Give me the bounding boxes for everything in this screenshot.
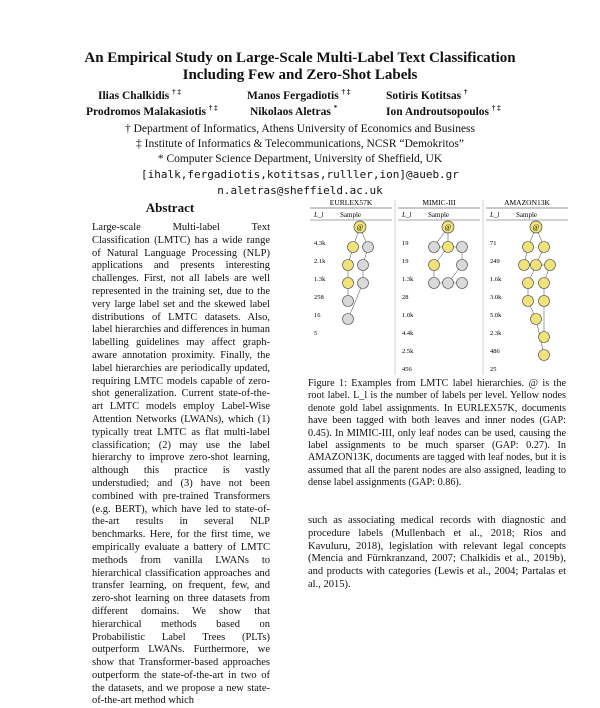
gold-label-node — [523, 242, 534, 253]
label-node — [457, 278, 468, 289]
level-count: 28 — [402, 294, 409, 301]
email-line: n.aletras@sheffield.ac.uk — [217, 184, 383, 197]
level-count: 1.6k — [490, 276, 502, 283]
gold-label-node — [539, 332, 550, 343]
author: Prodromos Malakasiotis † ‡ — [86, 104, 218, 118]
label-node — [429, 278, 440, 289]
column-header-levels: L_l — [402, 211, 412, 219]
level-count: 4.4k — [402, 330, 414, 337]
level-count: 4.3k — [314, 240, 326, 247]
author-list — [40, 88, 560, 120]
level-count: 16 — [314, 312, 321, 319]
level-count: 2.3k — [490, 330, 502, 337]
column-header-levels: L_l — [490, 211, 500, 219]
level-count: 19 — [402, 240, 409, 247]
label-node — [443, 278, 454, 289]
gold-label-node — [343, 278, 354, 289]
label-node — [363, 242, 374, 253]
title-line-2: Including Few and Zero-Shot Labels — [182, 67, 418, 83]
column-header-levels: L_l — [314, 211, 324, 219]
email-line: [ihalk,fergadiotis,kotitsas,rulller,ion]@aueb.gr — [141, 168, 459, 181]
level-count: 1.0k — [402, 312, 414, 319]
author: Ion Androutsopoulos † ‡ — [386, 104, 501, 118]
label-node — [358, 260, 369, 271]
level-count: 25 — [490, 366, 497, 373]
gold-label-node — [539, 242, 550, 253]
label-node — [343, 314, 354, 325]
root-symbol: @ — [532, 223, 540, 232]
level-count: 456 — [402, 366, 412, 373]
level-count: 71 — [490, 240, 497, 247]
level-count: 5 — [314, 330, 318, 337]
author: Manos Fergadiotis † ‡ — [247, 88, 351, 102]
level-count: 19 — [402, 258, 409, 265]
figure-1 — [308, 195, 573, 380]
level-count: 3.0k — [490, 294, 502, 301]
figure-caption: Figure 1: Examples from LMTC label hierarchies. @ is the root label. L_l is the number of labels per level. Yellow nodes denote gold label assignments. In EURLEX57K, documents have been tagged with both leaves and inner nodes (GAP: 0.45). In MIMIC-III, only leaf nodes can be used, causing the label assignments to be much sparser (GAP: 0.27). In AMAZON13K, documents are tagged with leaf nodes, but it is assumed that all the parent nodes are also assigned, leading to dense label assignments (GAP: 0.86). — [308, 378, 566, 489]
label-node — [429, 242, 440, 253]
author: Nikolaos Aletras * — [250, 104, 338, 118]
label-node — [358, 278, 369, 289]
level-count: 1.3k — [402, 276, 414, 283]
column-header-sample: Sample — [340, 211, 361, 219]
column-header-sample: Sample — [428, 211, 449, 219]
abstract-text: Large-scale Multi-label Text Classification (LMTC) has a wide range of Natural Language Processing (NLP) applications and presents interesting challenges. First, not all labels are well represented in the training set, due to the very large label set and the skewed label distributions of LMTC datasets. Also, label hierarchies and differences in human labelling guidelines may affect graph-aware annotation proximity. Finally, the label hierarchies are periodically updated, requiring LMTC models capable of zero-shot generalization. Current state-of-the-art LMTC models employ Label-Wise Attention Networks (LWANs), which (1) typically treat LMTC as flat multi-label classification; (2) may use the label hierarchy to improve zero-shot learning, although this practice is vastly understudied; and (3) have not been combined with pre-trained Transformers (e.g. BERT), which have led to state-of-the-art results in several NLP benchmarks. Here, for the first time, we empirically evaluate a battery of LMTC methods from vanilla LWANs to hierarchical classification approaches and transfer learning, on frequent, few, and zero-shot learning on three datasets from different domains. We show that hierarchical methods based on Probabilistic Label Trees (PLTs) outperform LWANs. Furthermore, we show that Transformer-based approaches outperform the state-of-the-art in two of the datasets, and we propose a new state-of-the-art method which — [92, 222, 270, 707]
label-node — [343, 296, 354, 307]
gold-label-node — [523, 278, 534, 289]
label-hierarchy-figure — [308, 195, 573, 380]
gold-label-node — [531, 260, 542, 271]
gold-label-node — [539, 296, 550, 307]
author: Ilias Chalkidis † ‡ — [98, 88, 181, 102]
gold-label-node — [519, 260, 530, 271]
paper-title — [40, 50, 560, 84]
level-count: 249 — [490, 258, 500, 265]
level-count: 258 — [314, 294, 324, 301]
abstract-body — [92, 222, 270, 707]
label-node — [457, 242, 468, 253]
gold-label-node — [348, 242, 359, 253]
label-node — [457, 260, 468, 271]
gold-label-node — [545, 260, 556, 271]
author: Sotiris Kotitsas † — [386, 88, 468, 102]
level-count: 1.3k — [314, 276, 326, 283]
gold-label-node — [523, 296, 534, 307]
abstract-heading: Abstract — [145, 200, 195, 215]
gold-label-node — [429, 260, 440, 271]
gold-label-node — [343, 260, 354, 271]
affiliation: * Computer Science Department, University of Sheffield, UK — [157, 153, 443, 165]
level-count: 2.5k — [402, 348, 414, 355]
gold-label-node — [539, 278, 550, 289]
affiliations — [40, 122, 560, 167]
panel-title: MIMIC-III — [422, 198, 456, 207]
panel-title: AMAZON13K — [504, 198, 550, 207]
affiliation: † Department of Informatics, Athens University of Economics and Business — [124, 123, 476, 135]
root-symbol: @ — [444, 223, 452, 232]
gold-label-node — [443, 242, 454, 253]
gold-label-node — [531, 314, 542, 325]
level-count: 2.1k — [314, 258, 326, 265]
affiliation: ‡ Institute of Informatics & Telecommunications, NCSR “Demokritos” — [136, 138, 464, 150]
level-count: 5.0k — [490, 312, 502, 319]
root-symbol: @ — [356, 223, 364, 232]
gold-label-node — [539, 350, 550, 361]
panel-title: EURLEX57K — [329, 198, 373, 207]
right-column-text: such as associating medical records with diagnostic and procedure labels (Mullenbach et al., 2018; Rios and Kavuluru, 2018), legislation with relevant legal concepts (Mencia and Fürnkranzand, 2007; Chalkidis et al., 2019b), and products with categories (Lewis et al., 2004; Partalas et al., 2015). — [308, 515, 566, 590]
column-header-sample: Sample — [516, 211, 537, 219]
title-line-1: An Empirical Study on Large-Scale Multi-Label Text Classification — [84, 50, 516, 66]
level-count: 486 — [490, 348, 500, 355]
